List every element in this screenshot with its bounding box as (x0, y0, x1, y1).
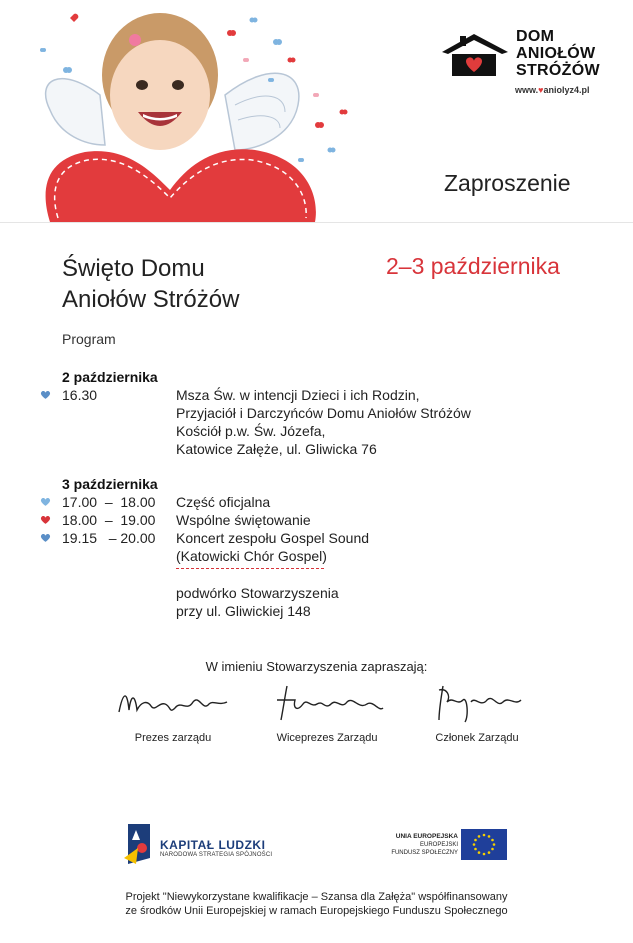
place-line1: podwórko Stowarzyszenia (176, 585, 339, 601)
item-description (176, 511, 311, 529)
logo-url (515, 85, 590, 95)
item-line: Przyjaciół i Darczyńców Domu Aniołów Stróżów (176, 405, 471, 421)
event-place (176, 584, 339, 620)
program-item (40, 529, 600, 565)
signature-role: Członek Zarządu (435, 732, 519, 744)
hero-illustration (30, 0, 350, 222)
item-time: 18.00 – 19.00 (62, 512, 156, 528)
signature-block (108, 682, 238, 744)
kapital-ludzki-logo-icon (122, 822, 156, 866)
header-area (0, 0, 633, 222)
signature-icon (113, 682, 233, 724)
event-title-line1: Święto Domu (62, 255, 205, 282)
funding-credit (0, 890, 633, 918)
event-title (62, 253, 239, 315)
signature-role: Wiceprezes Zarządu (276, 732, 378, 744)
item-description (176, 493, 270, 511)
signatures-intro: W imieniu Stowarzyszenia zapraszają: (205, 659, 428, 674)
house-logo-icon (440, 32, 510, 80)
dom-aniolow-strozow-logo (440, 28, 610, 100)
child-with-heart-image (30, 0, 350, 222)
day-label: 2 października (62, 369, 158, 385)
credit-line2: ze środków Unii Europejskiej w ramach Europejskiego Funduszu Społecznego (125, 905, 508, 917)
heart-bullet-icon (40, 532, 51, 543)
logo-line1: DOM (516, 28, 555, 45)
item-line: Wspólne świętowanie (176, 512, 311, 528)
place-line2: przy ul. Gliwickiej 148 (176, 603, 311, 619)
item-line: (Katowicki Chór Gospel) (176, 548, 327, 564)
program-item (40, 493, 600, 511)
credit-line1: Projekt "Niewykorzystane kwalifikacje – Szansa dla Załęża" współfinansowany (125, 891, 508, 903)
event-dates: 2–3 października (386, 253, 560, 279)
signature-icon (267, 682, 387, 724)
item-time: 19.15 – 20.00 (62, 530, 156, 546)
item-line: Kościół p.w. Św. Józefa, (176, 423, 326, 439)
eu-label (376, 833, 458, 857)
heart-bullet-icon (40, 389, 51, 400)
item-line: Msza Św. w intencji Dzieci i ich Rodzin, (176, 387, 420, 403)
eu-flag-icon (461, 829, 507, 860)
logo-url-pre: www. (515, 85, 539, 95)
footer (0, 793, 633, 943)
day-label: 3 października (62, 476, 158, 492)
eu-line3: FUNDUSZ SPOŁECZNY (391, 850, 458, 856)
eu-line2: EUROPEJSKI (419, 842, 458, 848)
dashed-divider (176, 568, 324, 569)
logo-line3: STRÓŻÓW (516, 62, 600, 79)
logo-wordmark (516, 28, 600, 79)
program-item (40, 386, 600, 460)
heart-icon: ♥ (538, 85, 544, 95)
item-time: 17.00 – 18.00 (62, 494, 156, 510)
logo-url-mid: aniolyz4 (543, 85, 580, 95)
kapital-ludzki-title: KAPITAŁ LUDZKI (160, 838, 266, 852)
signature-role: Prezes zarządu (134, 732, 212, 744)
kapital-ludzki-subtitle: NARODOWA STRATEGIA SPÓJNOŚCI (160, 852, 273, 858)
logo-line2: ANIOŁÓW (516, 45, 596, 62)
program-item (40, 511, 600, 529)
event-title-line2: Aniołów Stróżów (62, 286, 240, 313)
signature-icon (417, 682, 537, 724)
eu-line1: UNIA EUROPEJSKA (395, 833, 458, 840)
item-description (176, 529, 369, 565)
item-line: Część oficjalna (176, 494, 271, 510)
invitation-heading: Zaproszenie (444, 170, 571, 196)
signature-block (412, 682, 542, 744)
program-label: Program (62, 331, 116, 347)
signature-block (262, 682, 392, 744)
heart-bullet-icon (40, 514, 51, 525)
item-time: 16.30 (62, 387, 98, 403)
heart-bullet-icon (40, 496, 51, 507)
item-line: Katowice Załęże, ul. Gliwicka 76 (176, 441, 377, 457)
item-line: Koncert zespołu Gospel Sound (176, 530, 370, 546)
item-description (176, 386, 471, 458)
logo-url-post: .pl (579, 85, 590, 95)
